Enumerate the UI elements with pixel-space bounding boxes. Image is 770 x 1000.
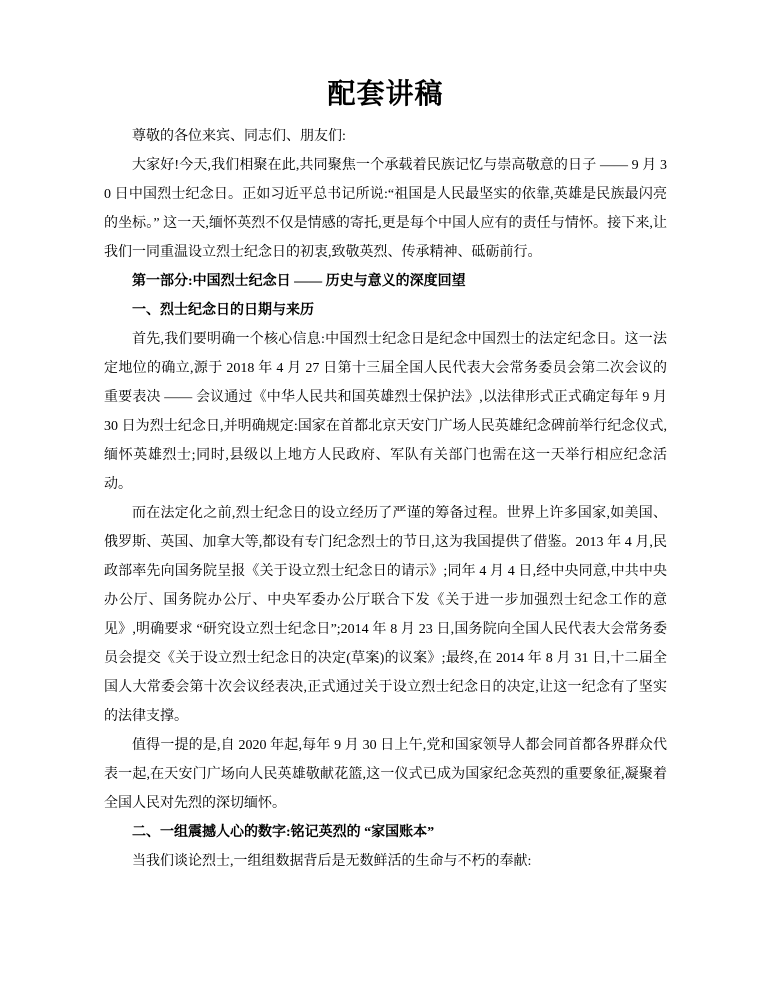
- document-body: [104, 122, 667, 876]
- body-paragraph: 当我们谈论烈士,一组组数据背后是无数鲜活的生命与不朽的奉献:: [132, 854, 532, 869]
- section-heading: 第一部分:中国烈士纪念日 —— 历史与意义的深度回望: [132, 274, 466, 289]
- body-paragraph: 值得一提的是,自 2020 年起,每年 9 月 30 日上午,党和国家领导人都会同首都各界群众代表一起,在天安门广场向人民英雄敬献花篮,这一仪式已成为国家纪念英烈的重要象征,凝聚着全国人民对先烈的深切缅怀。: [104, 738, 667, 811]
- body-paragraph: 大家好!今天,我们相聚在此,共同聚焦一个承载着民族记忆与崇高敬意的日子 —— 9 月 30 日中国烈士纪念日。正如习近平总书记所说:“祖国是人民最坚实的依靠,英雄是民族最闪亮的坐标。” 这一天,缅怀英烈不仅是情感的寄托,更是每个中国人应有的责任与情怀。接下来,让我们一同重温设立烈士纪念日的初衷,致敬英烈、传承精神、砥砺前行。: [104, 158, 667, 260]
- document-title: 配套讲稿: [327, 79, 444, 110]
- body-paragraph: 而在法定化之前,烈士纪念日的设立经历了严谨的筹备过程。世界上许多国家,如美国、俄罗斯、英国、加拿大等,都设有专门纪念烈士的节日,这为我国提供了借鉴。2013 年 4 月,民政部率先向国务院呈报《关于设立烈士纪念日的请示》;同年 4 月 4 日,经中央同意,中共中央办公厅、国务院办公厅、中央军委办公厅联合下发《关于进一步加强烈士纪念工作的意见》,明确要求 “研究设立烈士纪念日”;2014 年 8 月 23 日,国务院向全国人民代表大会常务委员会提交《关于设立烈士纪念日的决定(草案)的议案》;最终,在 2014 年 8 月 31 日,十二届全国人大常委会第十次会议经表决,正式通过关于设立烈士纪念日的决定,让这一纪念有了坚实的法律支撑。: [104, 506, 667, 724]
- body-paragraph: 首先,我们要明确一个核心信息:中国烈士纪念日是纪念中国烈士的法定纪念日。这一法定地位的确立,源于 2018 年 4 月 27 日第十三届全国人民代表大会常务委员会第二次会议的重要表决 —— 会议通过《中华人民共和国英雄烈士保护法》,以法律形式正式确定每年 9 月 30 日为烈士纪念日,并明确规定:国家在首都北京天安门广场人民英雄纪念碑前举行纪念仪式,缅怀英雄烈士;同时,县级以上地方人民政府、军队有关部门也需在这一天举行相应纪念活动。: [104, 332, 667, 492]
- section-heading: 二、一组震撼人心的数字:铭记英烈的 “家国账本”: [132, 825, 435, 840]
- section-heading: 一、烈士纪念日的日期与来历: [132, 303, 314, 318]
- body-paragraph: 尊敬的各位来宾、同志们、朋友们:: [132, 129, 346, 144]
